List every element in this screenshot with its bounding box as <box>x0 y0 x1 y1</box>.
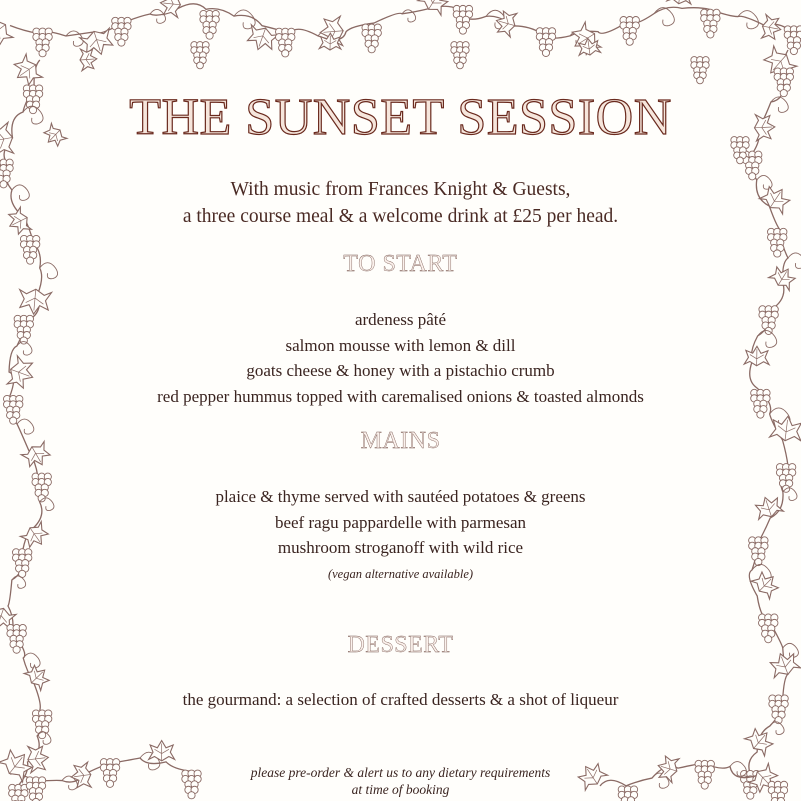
footer-line: please pre-order & alert us to any dietary requirements <box>250 765 551 780</box>
vine-leaf <box>79 48 97 71</box>
grape-cluster <box>536 28 555 57</box>
dessert-list <box>0 687 801 713</box>
grape-cluster <box>451 42 469 69</box>
grape-cluster <box>200 10 219 39</box>
grape-cluster <box>32 710 51 739</box>
vine-leaf <box>0 13 14 50</box>
vine-leaf <box>667 0 693 5</box>
starters-list <box>0 307 801 409</box>
vine-leaf <box>744 724 777 757</box>
section-heading-mains: MAINS <box>360 428 441 454</box>
vine-leaf <box>9 53 43 89</box>
menu-title: THE SUNSET SESSION <box>129 89 672 146</box>
grape-cluster <box>453 5 472 34</box>
footer-line: at time of booking <box>351 782 450 797</box>
vine-tendril <box>738 11 758 29</box>
section-heading-to-start: TO START <box>343 251 458 277</box>
grape-cluster <box>620 17 639 46</box>
intro-text <box>0 176 801 230</box>
vine-leaf <box>417 0 452 17</box>
section-heading-dessert: DESSERT <box>347 632 454 658</box>
grape-cluster <box>191 42 209 69</box>
mains-list <box>0 484 801 561</box>
grape-cluster <box>112 17 131 46</box>
grape-cluster <box>276 28 295 57</box>
vine-leaf <box>149 741 175 761</box>
menu-item: red pepper hummus topped with caremalised onions & toasted almonds <box>157 386 644 406</box>
menu-item: plaice & thyme served with sautéed potatoes & greens <box>215 487 586 506</box>
menu-item: ardeness pâté <box>354 310 447 329</box>
grape-cluster <box>784 26 801 55</box>
menu-item: salmon mousse with lemon & dill <box>285 335 516 355</box>
intro-line: a three course meal & a welcome drink at £25 per head. <box>182 206 619 227</box>
vegan-note: (vegan alternative available) <box>327 567 474 581</box>
intro-line: With music from Frances Knight & Guests, <box>230 179 571 200</box>
grape-cluster <box>691 57 709 84</box>
menu-item: beef ragu pappardelle with parmesan <box>274 512 527 532</box>
menu-item: the gourmand: a selection of crafted desserts & a shot of liqueur <box>182 690 619 709</box>
grape-cluster <box>362 24 381 53</box>
vine-leaf <box>244 23 279 54</box>
vine-tendril <box>654 8 674 26</box>
grape-cluster <box>701 9 720 38</box>
booking-note <box>0 764 801 798</box>
vine-leaf <box>760 14 783 41</box>
vine-tendril <box>150 9 166 23</box>
grape-cluster <box>33 28 52 57</box>
vine-leaf <box>493 9 518 38</box>
menu-item: mushroom stroganoff with wild rice <box>277 538 524 557</box>
menu-item: goats cheese & honey with a pistachio crumb <box>246 361 555 380</box>
